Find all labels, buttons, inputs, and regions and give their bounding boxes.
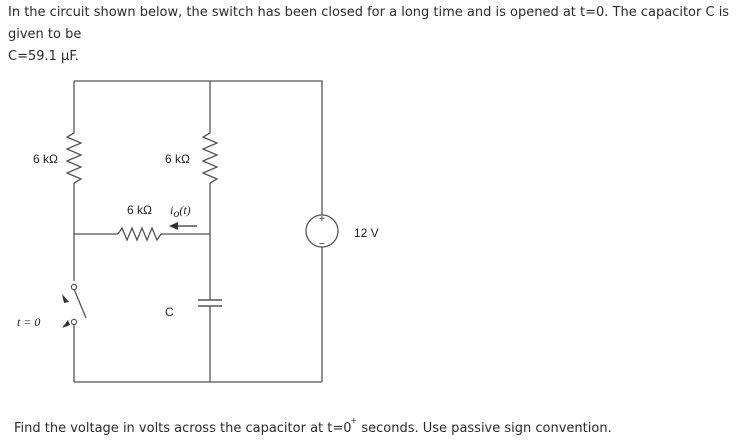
current-arrow-head [169,222,178,230]
question-line-2: C=59.1 μF. [8,49,79,64]
followup-superscript: + [350,416,358,425]
switch-arrow-down [62,320,70,328]
followup-question [14,410,754,440]
question-line-1: In the circuit shown below, the switch has been closed for a long time and is opened at t=0. The capacitor C is given to be [8,5,730,42]
source-value-label: 12 V [354,226,379,240]
capacitor-label: C [165,305,174,319]
horizontal-resistor-label: 6 kΩ [127,203,152,217]
source-minus-sign: − [319,239,325,250]
left-resistor [67,133,81,183]
switch-lower-contact [71,319,76,324]
horizontal-resistor [118,228,161,240]
current-label: io(t) [170,203,191,220]
source-plus-sign: + [319,214,325,225]
left-resistor-label: 6 kΩ [33,152,58,166]
switch-blade [74,289,86,318]
top-wire [74,81,322,215]
switch-upper-contact [71,284,76,289]
followup-text-before: Find the voltage in volts across the capacitor at t=0 [14,421,352,436]
switch-time-label: t = 0 [17,315,41,329]
mid-resistor [203,133,217,183]
switch-arrow-up [62,294,69,303]
mid-resistor-label: 6 kΩ [165,152,190,166]
followup-text-after: seconds. Use passive sign convention. [357,421,612,436]
